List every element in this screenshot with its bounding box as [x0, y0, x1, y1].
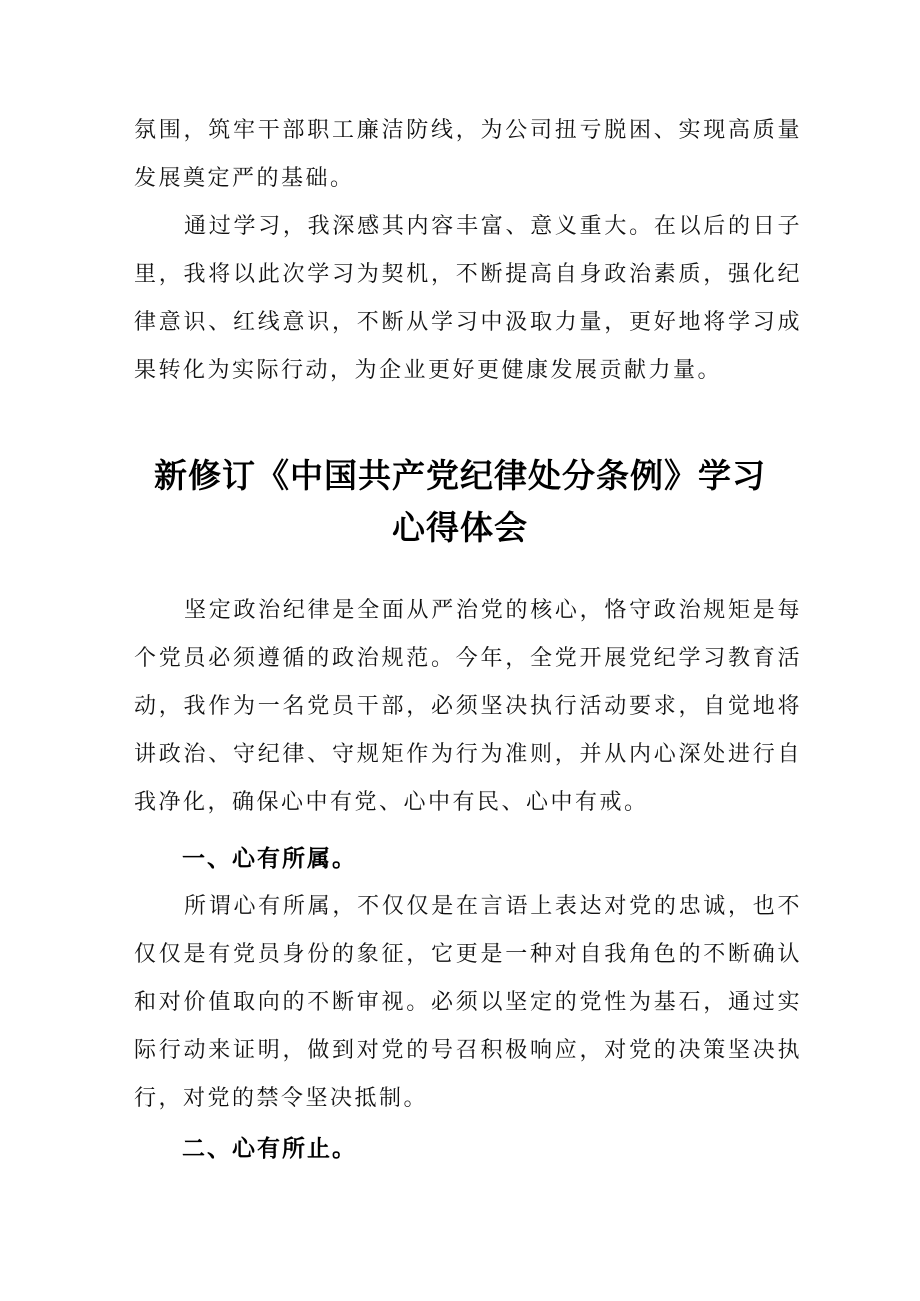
section1-paragraph: 所谓心有所属，不仅仅是在言语上表达对党的忠诚，也不仅仅是有党员身份的象征，它更是一种对自我角色的不断确认和对价值取向的不断审视。必须以坚定的党性为基石，通过实际行动来证明，做到对党的号召积极响应，对党的决策坚决执行，对党的禁令坚决抵制。: [134, 894, 802, 1111]
intro-paragraph: 坚定政治纪律是全面从严治党的核心，恪守政治规矩是每个党员必须遵循的政治规范。今年，全党开展党纪学习教育活动，我作为一名党员干部，必须坚决执行活动要求，自觉地将讲政治、守纪律、守规矩作为行为准则，并从内心深处进行自我净化，确保心中有党、心中有民、心中有戒。: [134, 598, 802, 815]
section1-heading: 一、心有所属。: [182, 846, 357, 872]
article-title-line2: 心得体会: [392, 508, 528, 547]
section2-heading: 二、心有所止。: [182, 1136, 357, 1162]
article-title: [110, 450, 810, 554]
continuation-paragraph: 氛围，筑牢干部职工廉洁防线，为公司扭亏脱困、实现高质量发展奠定严的基础。: [134, 118, 802, 191]
closing-paragraph: 通过学习，我深感其内容丰富、意义重大。在以后的日子里，我将以此次学习为契机，不断提高自身政治素质，强化纪律意识、红线意识，不断从学习中汲取力量，更好地将学习成果转化为实际行动，为企业更好更健康发展贡献力量。: [134, 214, 802, 383]
article-title-line1: 新修订《中国共产党纪律处分条例》学习: [154, 456, 766, 495]
